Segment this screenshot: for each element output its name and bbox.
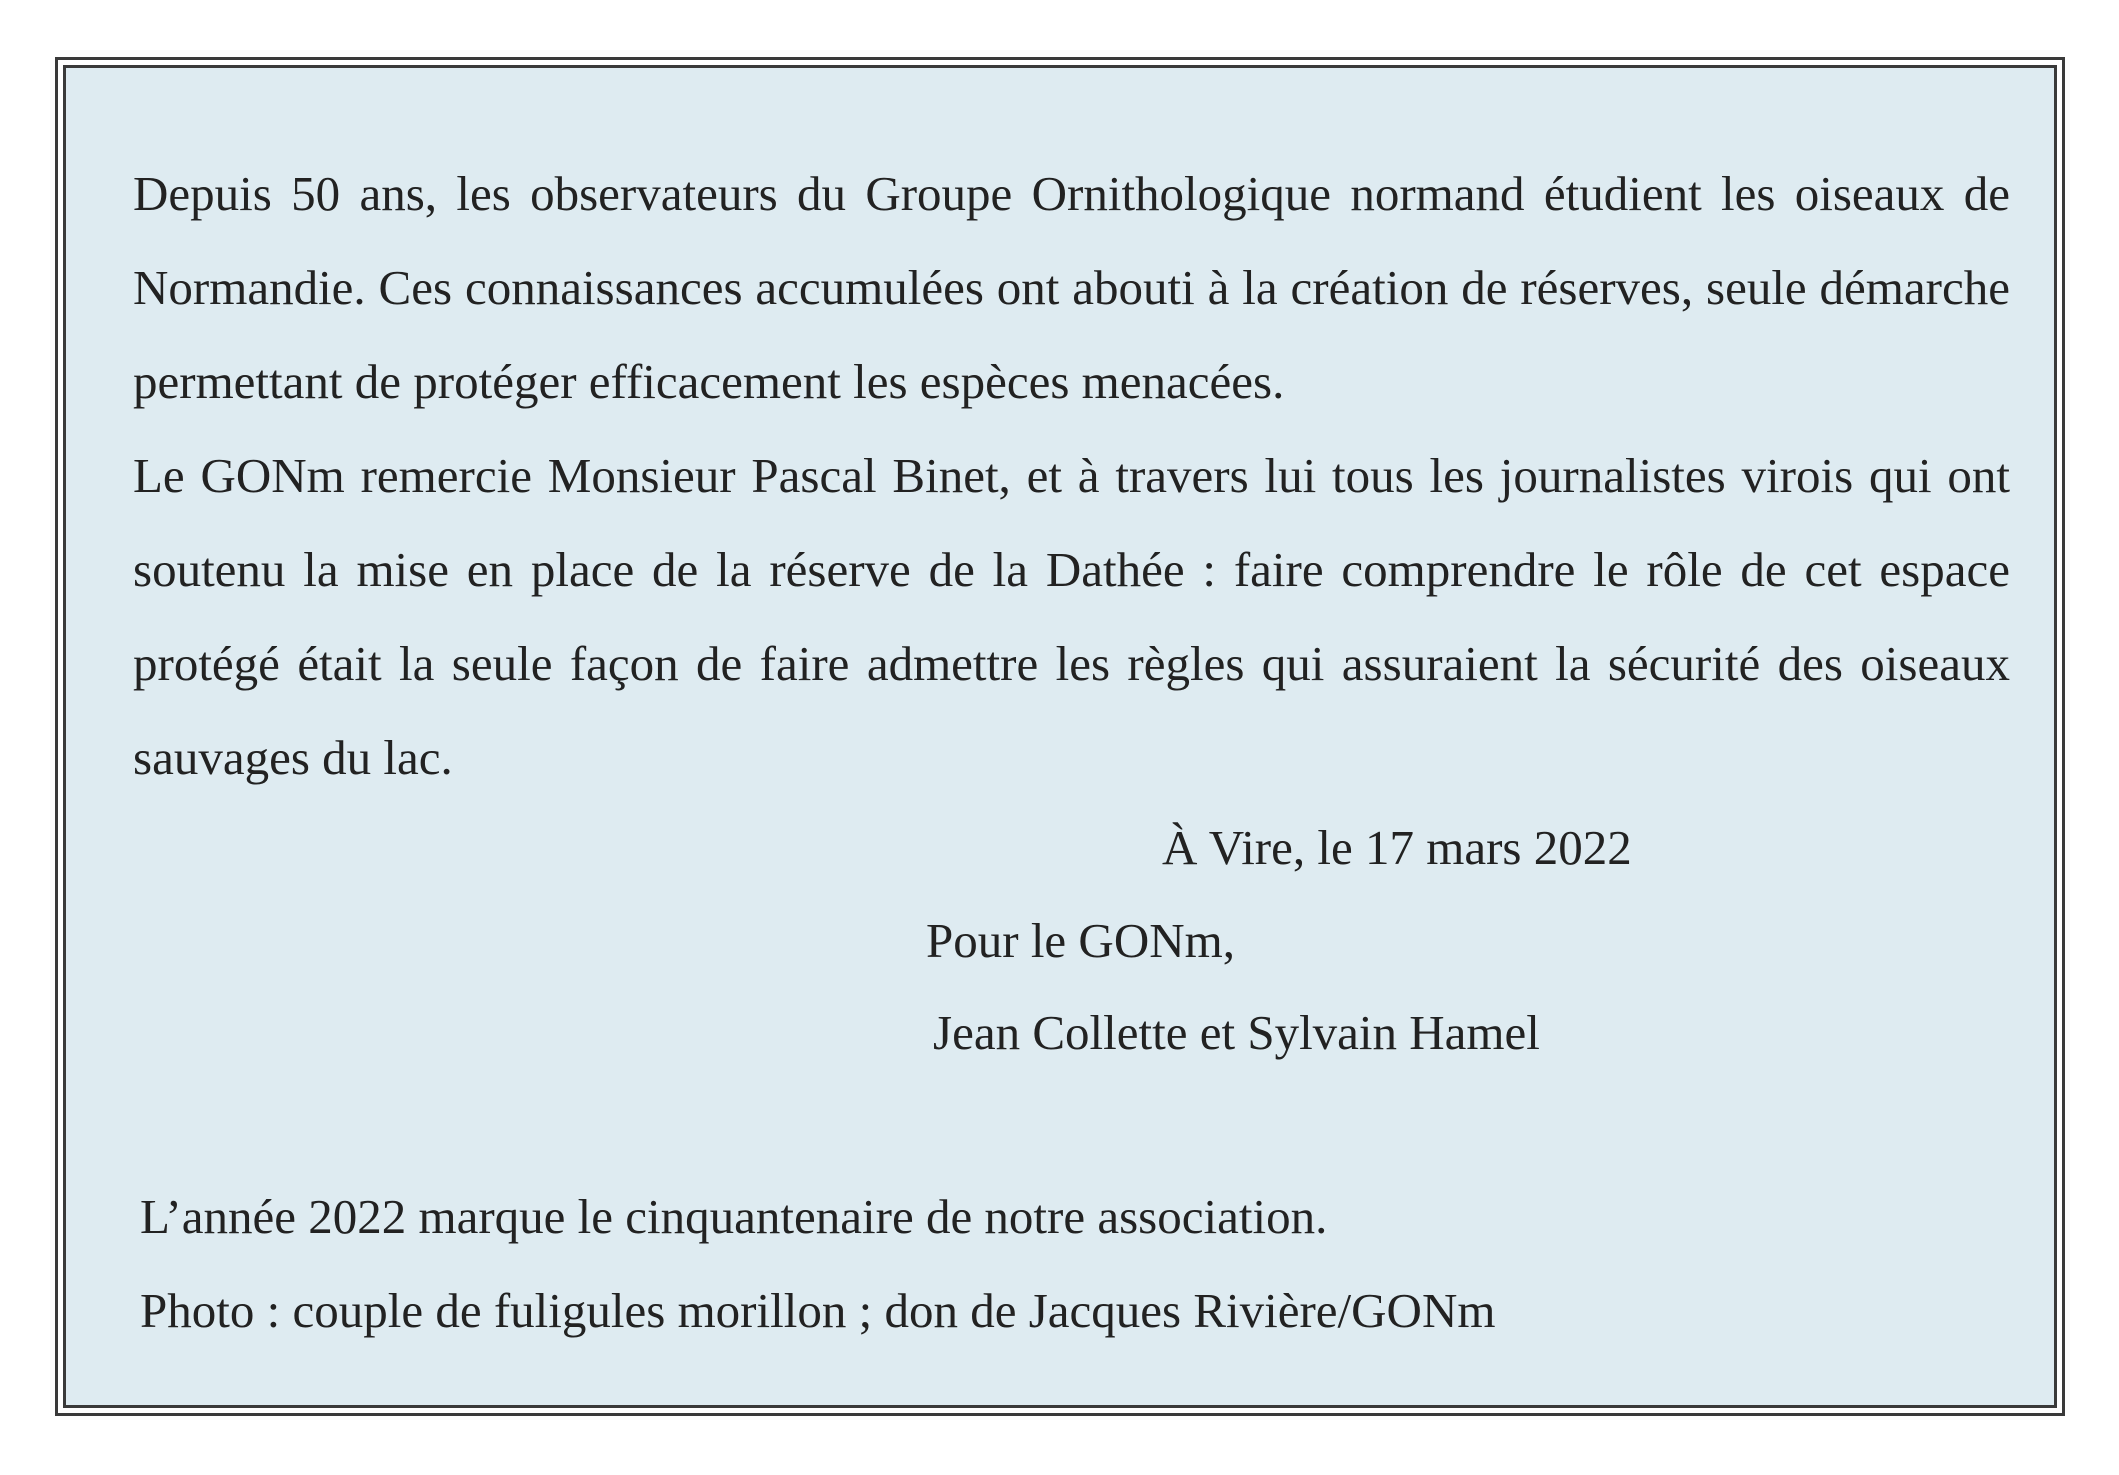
signature-for-line: Pour le GONm,: [926, 913, 1235, 968]
paragraph-thanks: Le GONm remercie Monsieur Pascal Binet, et à travers lui tous les journalistes virois qui ont soutenu la mise en place de la réserve de la Dathée : faire comprendre le rôle de cet espace protégé était la seule façon de faire admettre les règles qui assuraient la sécurité des oiseaux sauvages du lac.: [133, 448, 2010, 785]
paragraph-intro: Depuis 50 ans, les observateurs du Groupe Ornithologique normand étudient les oiseaux de Normandie. Ces connaissances accumulées ont abouti à la création de réserves, seule démarche permettant de protéger efficacement les espèces menacées.: [133, 166, 2010, 409]
signatories: Jean Collette et Sylvain Hamel: [933, 1005, 1540, 1060]
note-anniversary: L’année 2022 marque le cinquantenaire de notre association.: [140, 1189, 1328, 1244]
note-photo-credit: Photo : couple de fuligules morillon ; don de Jacques Rivière/GONm: [140, 1283, 1496, 1338]
place-and-date: À Vire, le 17 mars 2022: [1162, 820, 1632, 875]
main-text-block: [133, 147, 2010, 805]
